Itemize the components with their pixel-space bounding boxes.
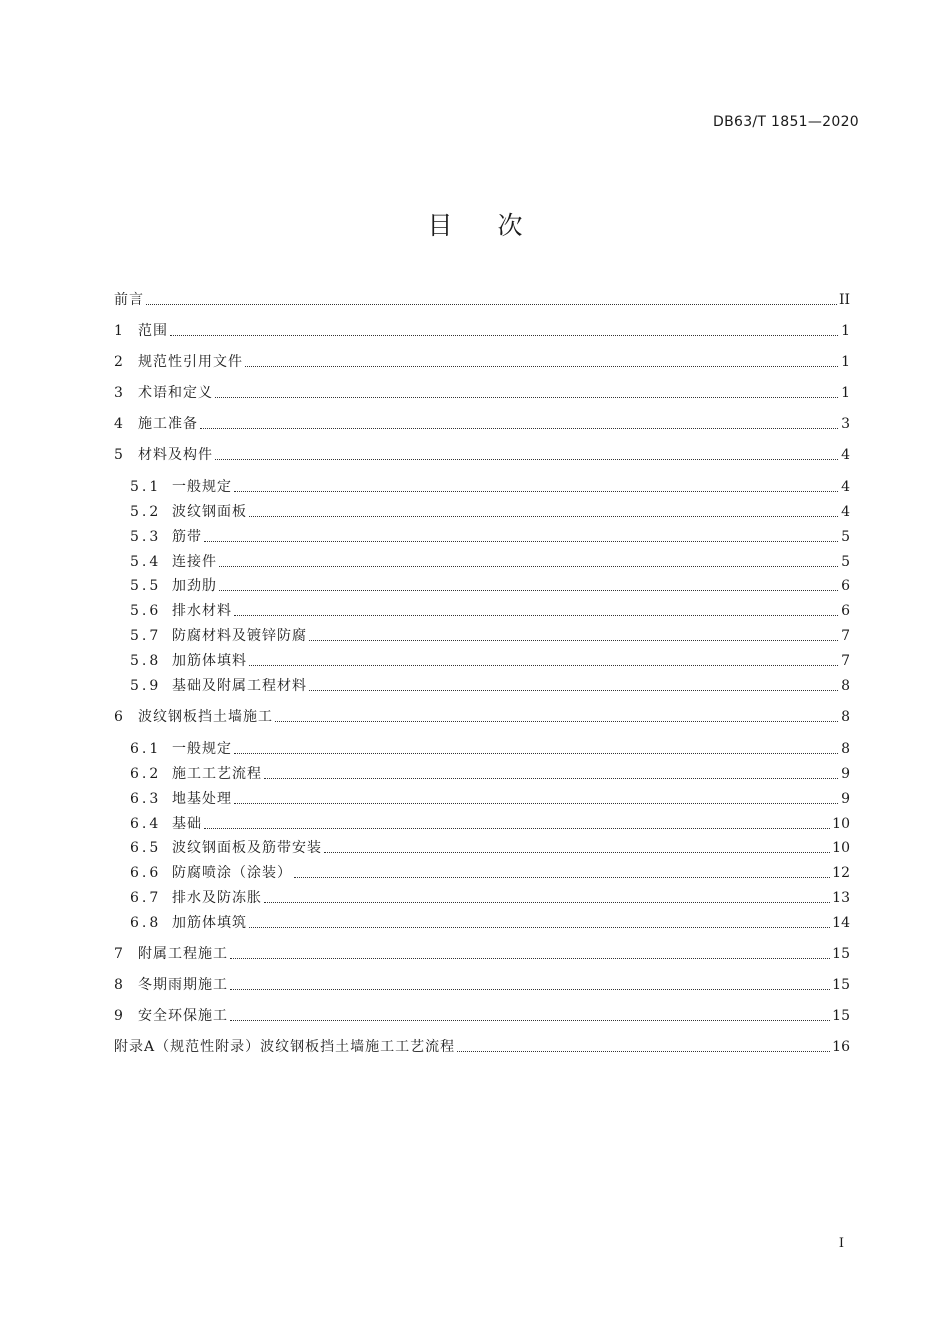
toc-entry-number: 5.3	[130, 528, 162, 545]
toc-entry-label: 排水材料	[172, 603, 232, 620]
toc-entry[interactable]	[114, 940, 850, 964]
toc-entry-number: 9	[114, 1008, 126, 1025]
toc-entry-label: 附录A（规范性附录）波纹钢板挡土墙施工工艺流程	[114, 1039, 456, 1056]
toc-entry-page: 15	[832, 946, 850, 963]
toc-entry-label: 基础	[172, 815, 202, 832]
toc-dot-leader	[219, 590, 838, 591]
toc-entry-page: 10	[832, 815, 850, 832]
toc-entry[interactable]	[114, 809, 850, 834]
toc-entry-page: 1	[841, 354, 850, 370]
toc-dot-leader	[457, 1051, 830, 1052]
toc-dot-leader	[264, 902, 830, 903]
toc-entry-label: 基础及附属工程材料	[172, 678, 307, 695]
toc-entry-page: 5	[841, 553, 850, 570]
toc-entry[interactable]	[114, 572, 850, 597]
toc-entry[interactable]	[114, 784, 850, 809]
toc-entry-page: 3	[841, 416, 850, 432]
toc-dot-leader	[146, 304, 837, 305]
toc-dot-leader	[324, 852, 830, 853]
toc-entry[interactable]	[114, 671, 850, 696]
toc-dot-leader	[294, 877, 830, 878]
toc-entry-number: 6.8	[130, 915, 162, 932]
toc-entry[interactable]	[114, 734, 850, 759]
toc-entry-page: 14	[832, 915, 850, 932]
toc-entry-label: 附属工程施工	[138, 946, 228, 963]
toc-entry-page: 15	[832, 1008, 850, 1025]
toc-entry-page: 10	[832, 840, 850, 857]
toc-dot-leader	[249, 927, 830, 928]
toc-entry-page: 4	[841, 478, 850, 495]
toc-dot-leader	[245, 366, 838, 367]
toc-entry-page: 15	[832, 977, 850, 994]
toc-dot-leader	[219, 566, 838, 567]
toc-entry-number: 3	[114, 385, 126, 401]
toc-entry[interactable]	[114, 286, 850, 310]
toc-dot-leader	[275, 721, 838, 722]
toc-entry-label: 材料及构件	[138, 447, 213, 463]
toc-entry-label: 前言	[114, 292, 144, 308]
toc-entry-page: 5	[841, 528, 850, 545]
toc-dot-leader	[215, 397, 838, 398]
toc-entry-label: 筋带	[172, 528, 202, 545]
toc-entry[interactable]	[114, 441, 850, 465]
toc-entry-number: 5.6	[130, 603, 162, 620]
toc-entry[interactable]	[114, 410, 850, 434]
toc-entry-number: 5.9	[130, 678, 162, 695]
toc-entry-page: 6	[841, 603, 850, 620]
toc-entry-label: 排水及防冻胀	[172, 890, 262, 907]
toc-entry-label: 波纹钢面板	[172, 503, 247, 520]
toc-entry-number: 2	[114, 354, 126, 370]
toc-entry-number: 5.5	[130, 578, 162, 595]
toc-entry-label: 术语和定义	[138, 385, 213, 401]
toc-entry-number: 6.3	[130, 790, 162, 807]
toc-entry-label: 波纹钢面板及筋带安装	[172, 840, 322, 857]
toc-dot-leader	[309, 690, 838, 691]
toc-entry-page: 9	[841, 765, 850, 782]
toc-entry-label: 加筋体填筑	[172, 915, 247, 932]
toc-dot-leader	[215, 459, 838, 460]
toc-entry-number: 5.7	[130, 628, 162, 645]
toc-entry[interactable]	[114, 834, 850, 859]
toc-entry-page: 13	[832, 890, 850, 907]
toc-entry-page: 6	[841, 578, 850, 595]
toc-entry[interactable]	[114, 703, 850, 727]
toc-entry[interactable]	[114, 1002, 850, 1026]
toc-entry-number: 8	[114, 977, 126, 994]
toc-entry-label: 安全环保施工	[138, 1008, 228, 1025]
toc-dot-leader	[249, 665, 838, 666]
toc-entry[interactable]	[114, 317, 850, 341]
toc-entry-page: 4	[841, 447, 850, 463]
toc-entry-label: 连接件	[172, 553, 217, 570]
toc-entry-label: 波纹钢板挡土墙施工	[138, 709, 273, 726]
toc-entry-label: 加筋体填料	[172, 653, 247, 670]
toc-entry-number: 5.8	[130, 653, 162, 670]
toc-entry[interactable]	[114, 497, 850, 522]
toc-entry-number: 6.6	[130, 865, 162, 882]
toc-entry-number: 4	[114, 416, 126, 432]
toc-entry-number: 1	[114, 323, 126, 339]
toc-entry-page: 9	[841, 790, 850, 807]
toc-entry-label: 施工工艺流程	[172, 765, 262, 782]
toc-entry-page: II	[838, 292, 850, 308]
toc-dot-leader	[230, 1020, 830, 1021]
toc-entry-page: 8	[841, 678, 850, 695]
toc-entry[interactable]	[114, 596, 850, 621]
toc-dot-leader	[204, 541, 838, 542]
toc-entry-label: 一般规定	[172, 740, 232, 757]
footer-page-number: I	[838, 1236, 844, 1251]
toc-entry-label: 地基处理	[172, 790, 232, 807]
toc-dot-leader	[200, 428, 838, 429]
toc-entry-page: 1	[841, 385, 850, 401]
toc-entry-label: 规范性引用文件	[138, 354, 243, 370]
toc-dot-leader	[264, 778, 838, 779]
toc-entry-number: 5.1	[130, 478, 162, 495]
toc-dot-leader	[249, 516, 838, 517]
toc-entry[interactable]	[114, 348, 850, 372]
toc-entry-page: 8	[841, 740, 850, 757]
toc-entry[interactable]	[114, 379, 850, 403]
document-code: DB63/T 1851—2020	[713, 114, 859, 130]
toc-entry-number: 5.2	[130, 503, 162, 520]
toc-entry[interactable]	[114, 759, 850, 784]
page-title: 目次	[427, 211, 568, 240]
toc-dot-leader	[170, 335, 838, 336]
toc-entry-number: 6.7	[130, 890, 162, 907]
toc-entry-page: 7	[841, 628, 850, 645]
table-of-contents	[114, 286, 850, 1057]
toc-dot-leader	[234, 803, 838, 804]
toc-entry[interactable]	[114, 908, 850, 933]
toc-entry-number: 6.5	[130, 840, 162, 857]
toc-dot-leader	[309, 640, 838, 641]
toc-entry-label: 冬期雨期施工	[138, 977, 228, 994]
toc-dot-leader	[230, 958, 830, 959]
toc-entry[interactable]	[114, 883, 850, 908]
toc-dot-leader	[234, 491, 838, 492]
toc-entry-label: 加劲肋	[172, 578, 217, 595]
toc-dot-leader	[204, 828, 830, 829]
toc-entry-label: 一般规定	[172, 478, 232, 495]
toc-entry-number: 6	[114, 709, 126, 726]
toc-entry-number: 5	[114, 447, 126, 463]
toc-entry-number: 6.4	[130, 815, 162, 832]
toc-dot-leader	[234, 753, 838, 754]
toc-dot-leader	[234, 615, 838, 616]
toc-entry-number: 6.1	[130, 740, 162, 757]
toc-entry[interactable]	[114, 858, 850, 883]
toc-entry[interactable]	[114, 646, 850, 671]
toc-entry-label: 施工准备	[138, 416, 198, 432]
toc-entry-page: 8	[841, 709, 850, 726]
toc-entry-page: 16	[832, 1039, 850, 1056]
toc-entry-page: 1	[841, 323, 850, 339]
toc-entry[interactable]	[114, 522, 850, 547]
toc-entry[interactable]	[114, 547, 850, 572]
toc-entry-page: 7	[841, 653, 850, 670]
toc-entry-label: 防腐喷涂（涂装）	[172, 865, 292, 882]
toc-entry-number: 5.4	[130, 553, 162, 570]
toc-entry[interactable]	[114, 472, 850, 497]
toc-entry[interactable]	[114, 1033, 850, 1057]
toc-entry-page: 4	[841, 503, 850, 520]
toc-entry-label: 范围	[138, 323, 168, 339]
toc-entry-number: 7	[114, 946, 126, 963]
toc-dot-leader	[230, 989, 830, 990]
toc-entry-label: 防腐材料及镀锌防腐	[172, 628, 307, 645]
toc-entry-page: 12	[832, 865, 850, 882]
toc-entry[interactable]	[114, 971, 850, 995]
toc-entry-number: 6.2	[130, 765, 162, 782]
toc-entry[interactable]	[114, 621, 850, 646]
